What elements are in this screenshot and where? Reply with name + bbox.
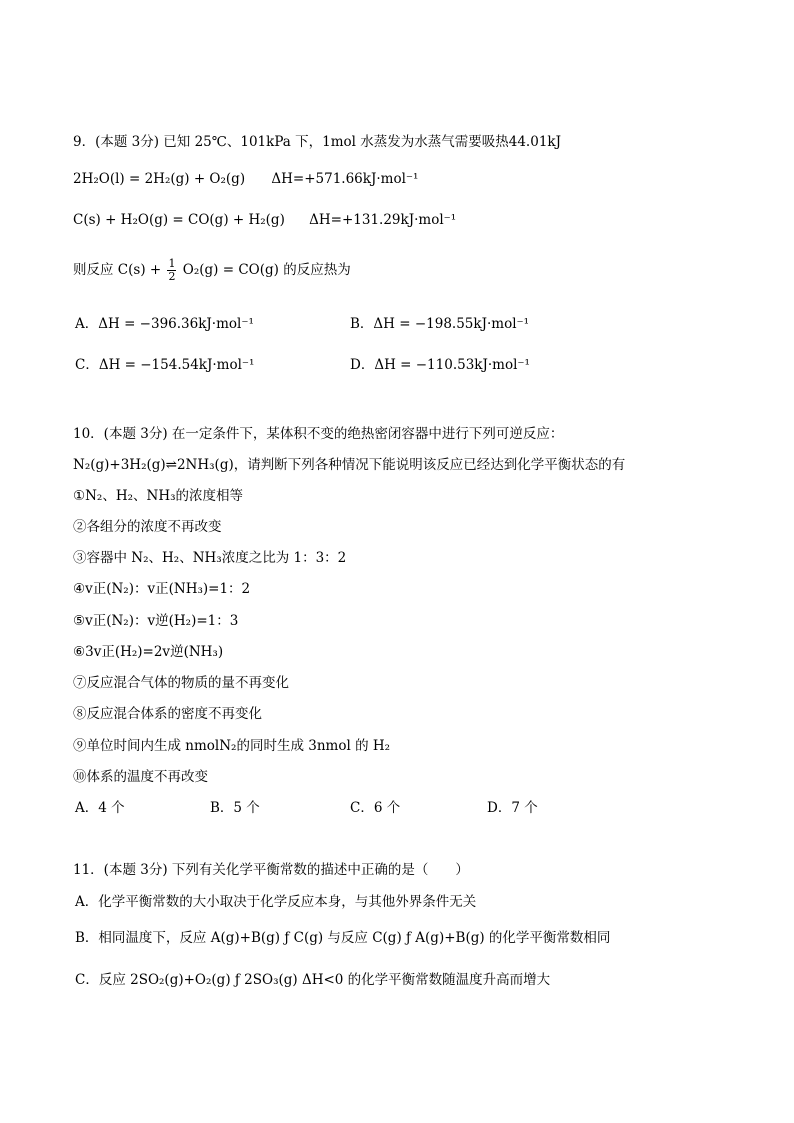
q9-dh1: ΔH=+571.66kJ·mol⁻¹ bbox=[271, 171, 419, 187]
q10-stem: 10．(本题 3分) 在一定条件下，某体积不变的绝热密闭容器中进行下列可逆反应： bbox=[73, 426, 564, 442]
q9-option-c[interactable]: C．ΔH = −154.54kJ·mol⁻¹ bbox=[75, 357, 255, 373]
q10-item: ③容器中 N₂、H₂、NH₃浓度之比为 1：3：2 bbox=[73, 550, 347, 566]
q9-ask-post: O₂(g) = CO(g) 的反应热为 bbox=[182, 262, 351, 278]
fraction-numerator: 1 bbox=[168, 257, 176, 270]
q10-item: ②各组分的浓度不再改变 bbox=[73, 519, 222, 535]
q9-option-b[interactable]: B．ΔH = −198.55kJ·mol⁻¹ bbox=[350, 316, 530, 332]
q11-option-c[interactable]: C．反应 2SO₂(g)+O₂(g) ƒ 2SO₃(g) ΔH<0 的化学平衡常数随温度升高而增大 bbox=[75, 972, 551, 988]
q9-option-d[interactable]: D．ΔH = −110.53kJ·mol⁻¹ bbox=[350, 357, 530, 373]
q10-item: ⑨单位时间内生成 nmolN₂的同时生成 3nmol 的 H₂ bbox=[73, 738, 391, 754]
q9-equation-1 bbox=[73, 170, 418, 188]
q10-option-a[interactable]: A．4 个 bbox=[75, 800, 125, 816]
q10-option-c[interactable]: C．6 个 bbox=[350, 800, 401, 816]
q9-stem: 9．(本题 3分) 已知 25℃、101kPa 下，1mol 水蒸发为水蒸气需要吸热44.01kJ bbox=[73, 134, 561, 150]
q9-option-a[interactable]: A．ΔH = −396.36kJ·mol⁻¹ bbox=[75, 316, 254, 332]
fraction-denominator: 2 bbox=[168, 270, 176, 283]
q10-item: ⑦反应混合气体的物质的量不再变化 bbox=[73, 675, 289, 691]
q9-equation-2 bbox=[73, 211, 456, 229]
q10-item: ⑧反应混合体系的密度不再变化 bbox=[73, 706, 262, 722]
q11-option-b[interactable]: B．相同温度下，反应 A(g)+B(g) ƒ C(g) 与反应 C(g) ƒ A(g)+B(g) 的化学平衡常数相同 bbox=[75, 930, 611, 946]
q10-item: ⑥3v正(H₂)=2v逆(NH₃) bbox=[73, 644, 224, 660]
q10-item: ⑩体系的温度不再改变 bbox=[73, 769, 208, 785]
q10-item: ⑤v正(N₂)：v逆(H₂)=1：3 bbox=[73, 613, 239, 629]
q10-option-b[interactable]: B．5 个 bbox=[210, 800, 260, 816]
q9-dh2: ΔH=+131.29kJ·mol⁻¹ bbox=[309, 212, 457, 228]
q10-reaction: N₂(g)+3H₂(g)⇌2NH₃(g)，请判断下列各种情况下能说明该反应已经达到化学平衡状态的有 bbox=[73, 457, 626, 473]
q9-ask-pre: 则反应 C(s) + bbox=[73, 262, 162, 278]
q10-item: ①N₂、H₂、NH₃的浓度相等 bbox=[73, 488, 244, 504]
q10-item: ④v正(N₂)：v正(NH₃)=1：2 bbox=[73, 581, 251, 597]
q9-eq1-text: 2H₂O(l) = 2H₂(g) + O₂(g) bbox=[73, 171, 246, 187]
q11-stem: 11．(本题 3分) 下列有关化学平衡常数的描述中正确的是（ ） bbox=[73, 862, 469, 878]
q9-question bbox=[73, 258, 351, 283]
q10-option-d[interactable]: D．7 个 bbox=[487, 800, 538, 816]
q9-eq2-text: C(s) + H₂O(g) = CO(g) + H₂(g) bbox=[73, 212, 285, 228]
one-half-fraction bbox=[167, 258, 176, 283]
q11-option-a[interactable]: A．化学平衡常数的大小取决于化学反应本身，与其他外界条件无关 bbox=[75, 894, 477, 910]
